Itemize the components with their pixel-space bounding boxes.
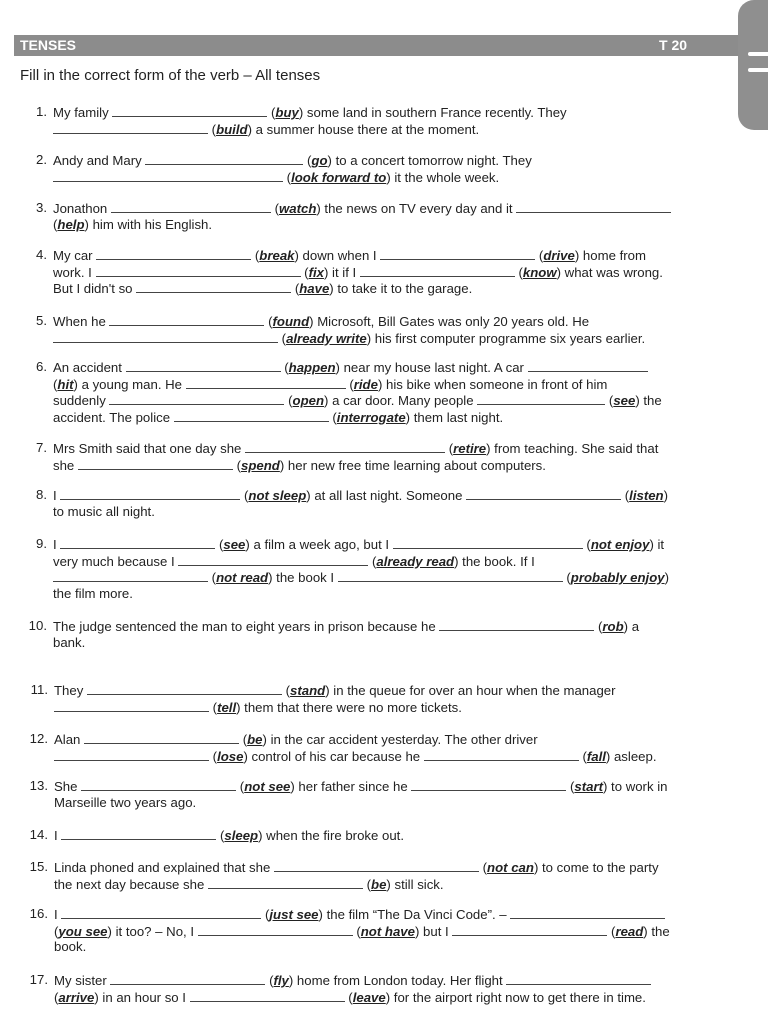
verb-prompt: not see (244, 779, 291, 794)
exercise-number: 17. (29, 972, 48, 987)
sentence-text: very much because I (53, 553, 179, 569)
exercise-line (53, 536, 669, 553)
verb-prompt: already write (286, 330, 367, 346)
sentence-text: ( (291, 281, 300, 297)
sentence-text: she (53, 457, 78, 473)
exercise-line (54, 972, 651, 989)
cut-off-line (40, 664, 660, 667)
sentence-text: My car (53, 248, 97, 263)
sentence-text: bank. (53, 634, 86, 650)
sentence-text: ) Microsoft, Bill Gates was only 20 years old. He (309, 314, 590, 329)
sentence-text: ) at all last night. Someone (306, 488, 467, 503)
sentence-text: My family (53, 105, 113, 120)
answer-blank[interactable] (54, 699, 209, 712)
sentence-text: ( (53, 376, 58, 392)
exercise-line (53, 169, 532, 186)
answer-blank[interactable] (506, 972, 651, 985)
sentence-text: They (54, 683, 87, 698)
sentence-text: ( (283, 169, 292, 185)
exercise-text (53, 487, 668, 520)
answer-blank[interactable] (61, 906, 261, 919)
sentence-text: ) near my house last night. A car (335, 360, 528, 375)
answer-blank[interactable] (274, 859, 479, 872)
sentence-text: ( (280, 360, 289, 375)
sentence-text: I (54, 828, 62, 843)
answer-blank[interactable] (136, 280, 291, 293)
answer-blank[interactable] (452, 923, 607, 936)
exercise-line (53, 264, 663, 281)
verb-prompt: not enjoy (590, 537, 650, 552)
sentence-text: ) her father since he (290, 779, 412, 794)
answer-blank[interactable] (190, 989, 345, 1002)
exercise-line (53, 553, 669, 570)
exercise-line (53, 504, 668, 521)
answer-blank[interactable] (54, 748, 209, 761)
verb-prompt: happen (288, 360, 336, 375)
answer-blank[interactable] (109, 392, 284, 405)
verb-prompt: build (216, 121, 248, 137)
worksheet-code: T 20 (659, 37, 688, 53)
sentence-text: ) the news on TV every day and it (316, 201, 517, 216)
sentence-text: ( (562, 570, 571, 586)
sentence-text: ) home from (574, 248, 646, 263)
sentence-text: ( (270, 201, 279, 216)
answer-blank[interactable] (112, 104, 267, 117)
verb-prompt: already read (376, 553, 455, 569)
verb-prompt: not sleep (248, 488, 307, 503)
sentence-text: ) her new free time learning about computers. (279, 457, 546, 473)
sentence-text: ( (582, 537, 591, 552)
answer-blank[interactable] (87, 682, 282, 695)
verb-prompt: watch (279, 201, 317, 216)
exercise-line (53, 200, 671, 217)
sentence-text: ) it too? – No, I (107, 923, 198, 939)
answer-blank[interactable] (424, 748, 579, 761)
sentence-text: the next day because she (54, 876, 208, 892)
exercise-line (53, 280, 663, 297)
exercise-text (53, 359, 662, 425)
sentence-text: ( (236, 779, 245, 794)
exercise-text (54, 778, 667, 811)
verb-prompt: found (272, 314, 310, 329)
sentence-text: ) to take it to the garage. (329, 281, 473, 297)
answer-blank[interactable] (96, 247, 251, 260)
sentence-text: ) his first computer programme six years earlier. (366, 330, 646, 346)
sentence-text: ( (594, 619, 603, 634)
sentence-text: ) for the airport right now to get there in time. (385, 989, 646, 1005)
verb-prompt: break (259, 248, 295, 263)
sentence-text: ( (209, 699, 218, 715)
exercise-line (54, 699, 616, 716)
exercise-line (53, 569, 669, 586)
sentence-text: ) a film a week ago, but I (245, 537, 393, 552)
exercise-text (54, 827, 404, 844)
exercise-line (54, 748, 657, 765)
exercise-number: 12. (29, 731, 48, 746)
sentence-text: I (53, 537, 61, 552)
answer-blank[interactable] (466, 487, 621, 500)
menu-icon-line (748, 68, 768, 72)
sentence-text: ( (251, 248, 260, 263)
sentence-text: ) down when I (294, 248, 381, 263)
exercise-number: 7. (36, 440, 47, 455)
sentence-text: Marseille two years ago. (54, 794, 197, 810)
verb-prompt: lose (217, 748, 244, 764)
sentence-text: ( (215, 537, 224, 552)
sentence-text: ) a (623, 619, 640, 634)
verb-prompt: spend (241, 457, 280, 473)
verb-prompt: just see (269, 907, 319, 922)
sentence-text: ( (54, 923, 59, 939)
exercise-line (53, 313, 645, 330)
verb-prompt: tell (217, 699, 237, 715)
verb-prompt: open (292, 393, 325, 409)
verb-prompt: stand (290, 683, 326, 698)
exercise-line (53, 487, 668, 504)
sentence-text: ( (264, 314, 273, 329)
sentence-text: ( (328, 409, 337, 425)
verb-prompt: leave (352, 989, 386, 1005)
sentence-text: ( (209, 748, 218, 764)
sentence-text: ) it (649, 537, 665, 552)
verb-prompt: look forward to (291, 169, 387, 185)
answer-blank[interactable] (174, 409, 329, 422)
sentence-text: ) asleep. (605, 748, 657, 764)
sentence-text: ( (208, 570, 217, 586)
sentence-text: Mrs Smith said that one day she (53, 441, 246, 456)
sentence-text: ) a young man. He (73, 376, 186, 392)
verb-prompt: see (223, 537, 246, 552)
answer-blank[interactable] (510, 906, 665, 919)
menu-tab[interactable] (738, 0, 768, 130)
exercise-number: 2. (36, 152, 47, 167)
sentence-text: ) the book I (268, 570, 338, 586)
sentence-text: ) it the whole week. (386, 169, 500, 185)
sentence-text: ( (345, 376, 354, 392)
sentence-text: ) it if I (323, 264, 360, 280)
sentence-text: I (54, 907, 62, 922)
verb-prompt: arrive (58, 989, 95, 1005)
sentence-text: ) him with his English. (84, 216, 213, 232)
exercise-line (53, 152, 532, 169)
sentence-text: Andy and Mary (53, 153, 146, 168)
header-bar (14, 35, 742, 56)
sentence-text: ( (514, 264, 523, 280)
exercise-number: 3. (36, 200, 47, 215)
sentence-text: ( (352, 923, 361, 939)
menu-icon-line (748, 52, 768, 56)
exercise-line (53, 392, 662, 409)
sentence-text: Alan (54, 732, 85, 747)
exercise-line (53, 104, 567, 121)
verb-prompt: see (613, 393, 636, 409)
exercise-number: 1. (36, 104, 47, 119)
sentence-text: ) in the car accident yesterday. The other driver (262, 732, 538, 747)
exercise-line (53, 376, 662, 393)
sentence-text: ) a car door. Many people (324, 393, 478, 409)
answer-blank[interactable] (84, 731, 239, 744)
sentence-text: My sister (54, 973, 111, 988)
sentence-text: ( (232, 457, 241, 473)
sentence-text: ( (362, 876, 372, 892)
answer-blank[interactable] (528, 359, 648, 372)
verb-prompt: not can (487, 860, 534, 875)
sentence-text: ) from teaching. She said that (486, 441, 659, 456)
exercise-line (54, 778, 667, 795)
sentence-text: ( (445, 441, 454, 456)
exercise-number: 9. (36, 536, 47, 551)
exercise-number: 10. (28, 618, 47, 633)
verb-prompt: retire (453, 441, 487, 456)
sentence-text: suddenly (53, 393, 110, 409)
sentence-text: accident. The police (53, 409, 174, 425)
exercise-number: 4. (36, 247, 47, 262)
verb-prompt: rob (602, 619, 624, 634)
sentence-text: ( (267, 105, 276, 120)
answer-blank[interactable] (338, 569, 563, 582)
verb-prompt: drive (543, 248, 575, 263)
exercise-text (53, 536, 669, 602)
sentence-text: ( (281, 683, 291, 698)
sentence-text: ) them last night. (405, 409, 504, 425)
answer-blank[interactable] (60, 487, 240, 500)
verb-prompt: read (615, 923, 644, 939)
verb-prompt: not read (216, 570, 269, 586)
verb-prompt: fly (273, 973, 289, 988)
answer-blank[interactable] (109, 313, 264, 326)
exercise-line (54, 795, 667, 812)
exercise-number: 15. (29, 859, 48, 874)
answer-blank[interactable] (393, 536, 583, 549)
sentence-text: ) to come to the party (533, 860, 659, 875)
answer-blank[interactable] (53, 569, 208, 582)
page-title: TENSES (20, 37, 77, 53)
sentence-text: ) (663, 488, 669, 503)
sentence-text: ( (535, 248, 544, 263)
answer-blank[interactable] (78, 457, 233, 470)
sentence-text: The judge sentenced the man to eight years in prison because he (53, 619, 440, 634)
sentence-text: ) when the fire broke out. (258, 828, 404, 843)
sentence-text: ) control of his car because he (243, 748, 424, 764)
exercise-line (54, 859, 659, 876)
sentence-text: But I didn't so (53, 281, 137, 297)
answer-blank[interactable] (411, 778, 566, 791)
answer-blank[interactable] (60, 536, 215, 549)
sentence-text: ( (54, 989, 59, 1005)
answer-blank[interactable] (126, 359, 281, 372)
sentence-text: ) the film “The Da Vinci Code”. – (318, 907, 511, 922)
exercise-line (53, 409, 662, 426)
verb-prompt: ride (353, 376, 378, 392)
exercise-number: 8. (36, 487, 47, 502)
exercise-text (53, 152, 532, 185)
sentence-text: ) to a concert tomorrow night. They (327, 153, 532, 168)
answer-blank[interactable] (186, 376, 346, 389)
exercise-line (54, 923, 670, 940)
answer-blank[interactable] (145, 152, 303, 165)
sentence-text: ( (478, 860, 488, 875)
exercise-line (53, 359, 662, 376)
sentence-text: ( (240, 488, 249, 503)
answer-blank[interactable] (111, 200, 271, 213)
sentence-text: ( (621, 488, 630, 503)
sentence-text: ( (261, 907, 270, 922)
answer-blank[interactable] (53, 169, 283, 182)
answer-blank[interactable] (81, 778, 236, 791)
sentence-text: Jonathon (53, 201, 111, 216)
sentence-text: ( (605, 393, 614, 409)
exercise-text (53, 104, 567, 137)
exercise-number: 13. (29, 778, 48, 793)
sentence-text: I (53, 488, 61, 503)
answer-blank[interactable] (380, 247, 535, 260)
verb-prompt: buy (275, 105, 299, 120)
verb-prompt: hit (57, 376, 74, 392)
exercise-line (54, 827, 404, 844)
exercise-line (54, 906, 670, 923)
verb-prompt: interrogate (336, 409, 406, 425)
sentence-text: ) home from London today. Her flight (288, 973, 507, 988)
sentence-text: ( (216, 828, 225, 843)
sentence-text: ( (578, 748, 587, 764)
sentence-text: ) the (643, 923, 670, 939)
exercise-line (53, 121, 567, 138)
sentence-text: ) them that there were no more tickets. (236, 699, 462, 715)
exercise-line (53, 440, 658, 457)
sentence-text: ( (368, 553, 377, 569)
sentence-text: ) what was wrong. (556, 264, 663, 280)
verb-prompt: fall (586, 748, 606, 764)
exercise-line (54, 731, 657, 748)
answer-blank[interactable] (61, 827, 216, 840)
verb-prompt: know (522, 264, 557, 280)
exercise-line (53, 618, 639, 635)
verb-prompt: sleep (224, 828, 259, 843)
sentence-text: ) a summer house there at the moment. (247, 121, 480, 137)
verb-prompt: fix (308, 264, 324, 280)
exercise-text (54, 859, 659, 892)
exercise-text (53, 313, 645, 346)
sentence-text: ) the book. If I (454, 553, 535, 569)
verb-prompt: listen (629, 488, 664, 503)
verb-prompt: probably enjoy (570, 570, 665, 586)
sentence-text: She (54, 779, 82, 794)
sentence-text: work. I (53, 264, 96, 280)
verb-prompt: have (299, 281, 330, 297)
answer-blank[interactable] (245, 440, 445, 453)
answer-blank[interactable] (198, 923, 353, 936)
answer-blank[interactable] (110, 972, 265, 985)
exercise-line (53, 247, 663, 264)
sentence-text: to music all night. (53, 503, 155, 519)
answer-blank[interactable] (208, 876, 363, 889)
sentence-text: ) still sick. (386, 876, 444, 892)
verb-prompt: start (574, 779, 603, 794)
sentence-text: ) the (635, 393, 662, 409)
exercise-text (53, 440, 658, 473)
exercise-text (54, 906, 670, 956)
exercise-line (53, 330, 645, 347)
sentence-text: the film more. (53, 585, 133, 601)
sentence-text: An accident (53, 360, 126, 375)
exercise-number: 11. (30, 682, 48, 697)
exercise-line (54, 876, 659, 893)
sentence-text: ( (284, 393, 293, 409)
exercise-text (54, 731, 657, 764)
sentence-text: book. (54, 939, 87, 955)
verb-prompt: go (311, 153, 328, 168)
answer-blank[interactable] (477, 392, 605, 405)
sentence-text: Linda phoned and explained that she (54, 860, 274, 875)
exercise-text (53, 618, 639, 651)
answer-blank[interactable] (178, 553, 368, 566)
exercise-line (54, 682, 616, 699)
exercise-line (53, 586, 669, 603)
cut-off-line (40, 1020, 660, 1023)
instructions: Fill in the correct form of the verb – All tenses (20, 67, 321, 84)
sentence-text: ( (303, 153, 312, 168)
answer-blank[interactable] (516, 200, 671, 213)
exercise-line (53, 217, 671, 234)
sentence-text: ) some land in southern France recently. They (298, 105, 567, 120)
exercise-text (54, 682, 616, 715)
sentence-text: ) in the queue for over an hour when the manager (325, 683, 616, 698)
sentence-text: When he (53, 314, 110, 329)
verb-prompt: help (57, 216, 85, 232)
exercise-number: 5. (36, 313, 47, 328)
answer-blank[interactable] (96, 264, 301, 277)
sentence-text: ( (566, 779, 575, 794)
sentence-text: ) (664, 570, 669, 586)
sentence-text: ) in an hour so I (94, 989, 190, 1005)
exercise-line (53, 457, 658, 474)
sentence-text: ( (278, 330, 287, 346)
sentence-text: ( (300, 264, 309, 280)
exercise-line (54, 939, 670, 956)
sentence-text: ( (53, 216, 58, 232)
answer-blank[interactable] (53, 121, 208, 134)
answer-blank[interactable] (360, 264, 515, 277)
sentence-text: ) to work in (602, 779, 668, 794)
exercise-line (53, 635, 639, 652)
exercise-line (54, 989, 651, 1006)
sentence-text: ( (239, 732, 248, 747)
exercise-number: 14. (29, 827, 48, 842)
answer-blank[interactable] (53, 330, 278, 343)
sentence-text: ( (344, 989, 353, 1005)
sentence-text: ( (208, 121, 217, 137)
sentence-text: ) but I (414, 923, 453, 939)
exercise-number: 6. (36, 359, 47, 374)
sentence-text: ( (607, 923, 616, 939)
answer-blank[interactable] (439, 618, 594, 631)
verb-prompt: be (247, 732, 263, 747)
exercise-text (53, 200, 671, 233)
exercise-number: 16. (29, 906, 48, 921)
sentence-text: ( (265, 973, 274, 988)
sentence-text: ) his bike when someone in front of him (377, 376, 608, 392)
verb-prompt: you see (58, 923, 108, 939)
verb-prompt: be (371, 876, 387, 892)
verb-prompt: not have (360, 923, 415, 939)
exercise-text (53, 247, 663, 297)
exercise-text (54, 972, 651, 1005)
